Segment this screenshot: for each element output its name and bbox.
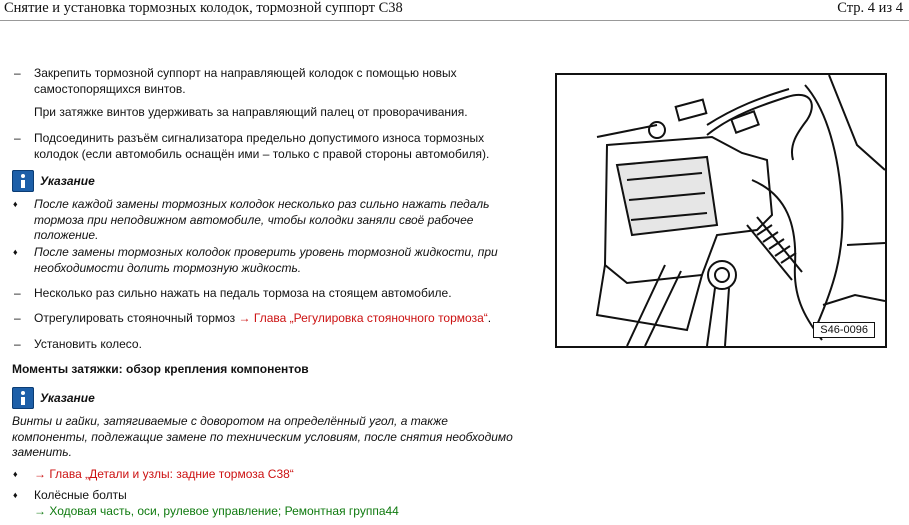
step-line: самостопорящихся винтов.	[34, 81, 186, 96]
ref-item	[34, 488, 534, 519]
dash-marker: –	[14, 311, 21, 325]
dash-marker: –	[14, 337, 21, 351]
dash-marker: –	[14, 66, 21, 80]
step-line: колодок (если автомобиль оснащён ими – только с правой стороны автомобиля).	[34, 146, 490, 161]
note-heading	[12, 387, 95, 409]
step-line: При затяжке винтов удерживать за направляющий палец от проворачивания.	[34, 105, 468, 119]
step-line: Закрепить тормозной суппорт на направляющей колодок с помощью новых	[34, 66, 457, 80]
step-text: Несколько раз сильно нажать на педаль тормоза на стоящем автомобиле.	[34, 286, 452, 300]
document-title: Снятие и установка тормозных колодок, тормозной суппорт С38	[4, 0, 403, 16]
note-title: Указание	[40, 391, 95, 405]
step-line: Отрегулировать стояночный тормоз	[34, 311, 236, 325]
step-text	[34, 311, 534, 327]
note-line: тормоза при неподвижном автомобиле, чтобы колодки заняли своё рабочее	[34, 212, 474, 227]
note-text	[12, 414, 542, 461]
step-tail: .	[487, 311, 492, 325]
header-divider	[0, 20, 909, 21]
rear-brakes-link[interactable]: → Глава „Детали и узлы: задние тормоза С38“	[34, 467, 294, 481]
parking-brake-link[interactable]: → Глава „Регулировка стояночного тормоза“	[238, 311, 488, 325]
note-line: компоненты, подлежащие замене по техническим условиям, после снятия необходимо	[12, 429, 513, 444]
step-text	[34, 66, 534, 97]
note-line: После замены тормозных колодок проверить уровень тормозной жидкости, при	[34, 245, 498, 259]
note-item	[34, 245, 534, 276]
info-icon	[12, 387, 34, 409]
ref-text: Колёсные болты	[34, 488, 127, 502]
note-line: заменить.	[12, 445, 72, 459]
info-icon	[12, 170, 34, 192]
note-heading	[12, 170, 95, 192]
figure-label: S46-0096	[813, 322, 875, 338]
bullet-marker: ♦	[13, 490, 18, 500]
brake-caliper-drawing	[557, 75, 885, 346]
brake-caliper-figure	[555, 73, 887, 348]
step-hint	[34, 105, 534, 121]
step-text: Установить колесо.	[34, 337, 142, 351]
chassis-link[interactable]: → Ходовая часть, оси, рулевое управление; Ремонтная группа44	[34, 503, 399, 518]
dash-marker: –	[14, 286, 21, 300]
note-line: Винты и гайки, затягиваемые с доворотом на определённый угол, а также	[12, 414, 448, 428]
note-item	[34, 197, 534, 244]
step-line: Подсоединить разъём сигнализатора предельно допустимого износа тормозных	[34, 131, 485, 145]
bullet-marker: ♦	[13, 247, 18, 257]
note-line: После каждой замены тормозных колодок несколько раз сильно нажать педаль	[34, 197, 490, 211]
section-title: Моменты затяжки: обзор крепления компонентов	[12, 362, 309, 376]
bullet-marker: ♦	[13, 199, 18, 209]
note-line: положение.	[34, 228, 99, 242]
step-text	[34, 131, 534, 162]
note-line: необходимости долить тормозную жидкость.	[34, 260, 302, 275]
page-number: Стр. 4 из 4	[837, 0, 903, 16]
note-title: Указание	[40, 174, 95, 188]
bullet-marker: ♦	[13, 469, 18, 479]
dash-marker: –	[14, 131, 21, 145]
